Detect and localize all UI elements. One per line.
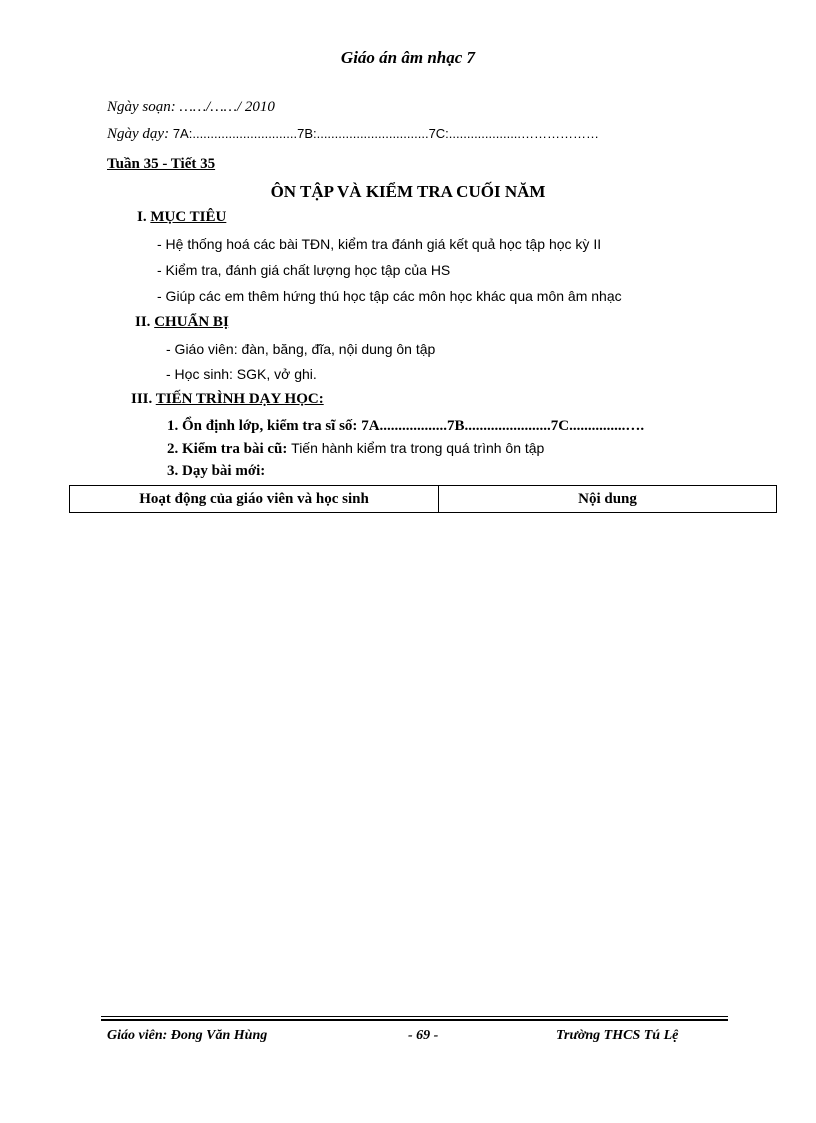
document-header-title: Giáo án âm nhạc 7 — [340, 48, 476, 67]
preparation-item: - Học sinh: SGK, vở ghi. — [166, 366, 317, 382]
prep-date-label: Ngày soạn: — [107, 99, 176, 115]
step-label: 2. Kiểm tra bài cũ: — [167, 441, 288, 457]
section-objectives-heading — [137, 209, 226, 226]
objective-item: - Kiểm tra, đánh giá chất lượng học tập của HS — [157, 262, 451, 278]
table-header-activities: Hoạt động của giáo viên và học sinh — [70, 486, 439, 513]
preparation-item: - Giáo viên: đàn, băng, đĩa, nội dung ôn tập — [166, 341, 436, 357]
footer-school: Trường THCS Tú Lệ — [556, 1028, 679, 1043]
section-number: III. — [131, 391, 153, 407]
step-label: 1. Ổn định lớp, kiểm tra sĩ số: — [167, 418, 358, 434]
prep-date-line — [107, 99, 275, 116]
prep-date-value: ……/……/ 2010 — [179, 99, 275, 115]
teach-date-value: 7A:.............................7B:...............................7C:....................……………… — [172, 126, 600, 141]
table-header-content: Nội dung — [439, 486, 777, 513]
step-value: 7A..................7B.......................7C...............…. — [361, 418, 645, 434]
footer-page-number: - 69 - — [408, 1028, 439, 1043]
teach-date-line — [107, 126, 599, 143]
lesson-title: ÔN TẬP VÀ KIỂM TRA CUỐI NĂM — [270, 182, 546, 201]
section-title: CHUẨN BỊ — [154, 314, 229, 330]
section-number: II. — [135, 314, 151, 330]
lesson-plan-table — [69, 485, 777, 513]
objective-item: - Hệ thống hoá các bài TĐN, kiểm tra đánh giá kết quả học tập học kỳ II — [157, 236, 602, 252]
process-step-2 — [167, 440, 544, 458]
section-title: TIẾN TRÌNH DẠY HỌC: — [155, 391, 324, 407]
section-process-heading — [131, 391, 324, 408]
section-number: I. — [137, 209, 147, 225]
objective-item: - Giúp các em thêm hứng thú học tập các môn học khác qua môn âm nhạc — [157, 288, 622, 304]
footer-divider — [101, 1016, 728, 1017]
footer-teacher: Giáo viên: Đong Văn Hùng — [107, 1028, 268, 1043]
process-step-3: 3. Dạy bài mới: — [167, 463, 266, 479]
week-period: Tuần 35 - Tiết 35 — [107, 156, 216, 172]
table-header-row — [70, 486, 777, 513]
step-value: Tiến hành kiểm tra trong quá trình ôn tập — [291, 440, 545, 456]
section-preparation-heading — [135, 314, 229, 331]
teach-date-label: Ngày dạy: — [107, 126, 170, 142]
section-title: MỤC TIÊU — [150, 209, 227, 225]
footer-divider-thick — [101, 1019, 728, 1021]
process-step-1 — [167, 418, 644, 435]
